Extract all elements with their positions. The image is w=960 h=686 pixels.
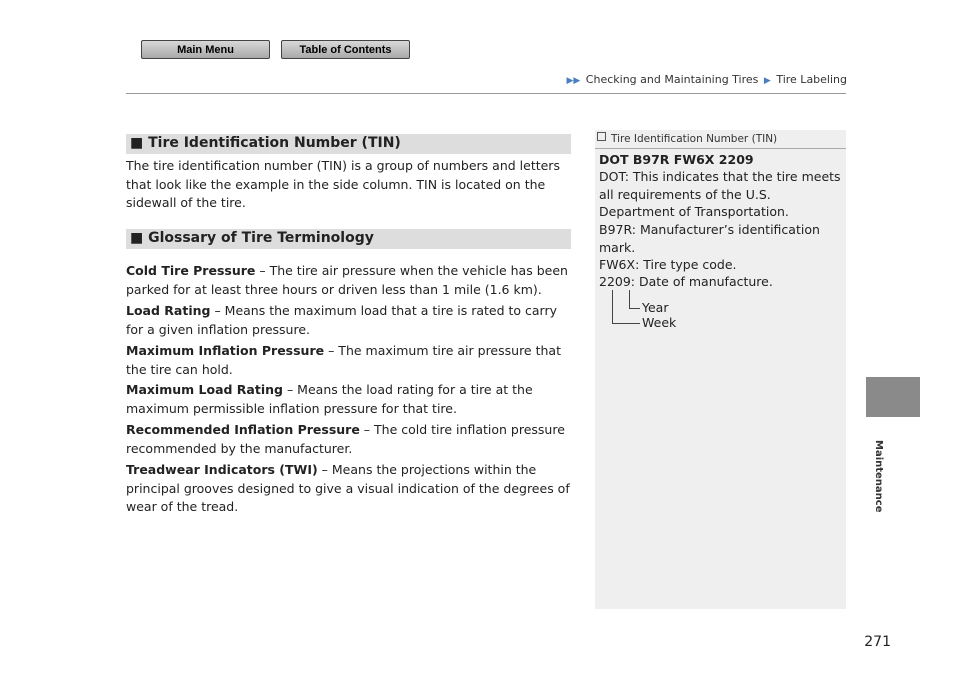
glossary-item	[126, 262, 576, 299]
section-heading-glossary	[126, 229, 571, 249]
tin-explanation: 2209: Date of manufacture.	[599, 274, 773, 289]
glossary-definition: – The tire air pressure when the vehicle has been parked for at least three hours or driven less than 1 mile (1.6 km).	[126, 263, 568, 297]
page-number: 271	[864, 634, 891, 650]
section-title: ■ Glossary of Tire Terminology	[130, 230, 374, 246]
chapter-tab[interactable]	[866, 377, 920, 417]
glossary-term: Recommended Inflation Pressure	[126, 422, 360, 437]
side-note-divider	[595, 148, 846, 149]
glossary-definition: – The maximum tire air pressure that the tire can hold.	[126, 343, 561, 377]
glossary-item	[126, 342, 576, 379]
note-icon	[597, 132, 606, 141]
tin-explanation: B97R: Manufacturer’s identification mark.	[599, 222, 820, 255]
glossary-term: Maximum Inflation Pressure	[126, 343, 325, 358]
main-menu-button[interactable]: Main Menu	[141, 40, 270, 59]
week-label: Week	[642, 315, 677, 330]
breadcrumb-link-checking[interactable]: Checking and Maintaining Tires	[585, 73, 759, 86]
breadcrumb-current: Tire Labeling	[776, 73, 847, 86]
tin-explanation: FW6X: Tire type code.	[599, 257, 737, 272]
side-note-heading	[597, 133, 777, 145]
glossary-item	[126, 461, 576, 517]
chapter-label: Maintenance	[873, 440, 884, 513]
breadcrumb-arrow-icon: ▶	[763, 76, 771, 86]
glossary-definition: – Means the maximum load that a tire is rated to carry for a given inflation pressure.	[126, 303, 558, 337]
glossary-definition: – Means the load rating for a tire at the maximum permissible inflation pressure for that tire.	[126, 382, 533, 416]
year-label: Year	[642, 300, 669, 315]
tin-explanation: DOT: This indicates that the tire meets all requirements of the U.S. Department of Transportation.	[599, 169, 841, 219]
tin-example-code: DOT B97R FW6X 2209	[599, 152, 754, 167]
breadcrumb	[0, 73, 847, 86]
glossary-definition: – Means the projections within the principal grooves designed to give a visual indication of the degrees of wear of the tread.	[126, 462, 570, 514]
section-heading-tin	[126, 134, 571, 154]
week-bracket	[612, 290, 640, 324]
breadcrumb-arrow-icon: ▶▶	[566, 76, 581, 86]
glossary-item	[126, 421, 576, 458]
glossary-term: Cold Tire Pressure	[126, 263, 256, 278]
glossary-item	[126, 302, 576, 339]
glossary-term: Treadwear Indicators (TWI)	[126, 462, 318, 477]
section-title: ■ Tire Identification Number (TIN)	[130, 135, 401, 151]
side-note-title: Tire Identification Number (TIN)	[611, 133, 778, 145]
glossary-term: Maximum Load Rating	[126, 382, 283, 397]
tin-paragraph: The tire identification number (TIN) is a group of numbers and letters that look like the example in the side column. TIN is located on the sidewall of the tire.	[126, 158, 560, 210]
glossary-item	[126, 381, 576, 418]
glossary-definition: – The cold tire inflation pressure recommended by the manufacturer.	[126, 422, 565, 456]
glossary-term: Load Rating	[126, 303, 211, 318]
header-divider	[126, 93, 846, 94]
table-of-contents-button[interactable]: Table of Contents	[281, 40, 410, 59]
